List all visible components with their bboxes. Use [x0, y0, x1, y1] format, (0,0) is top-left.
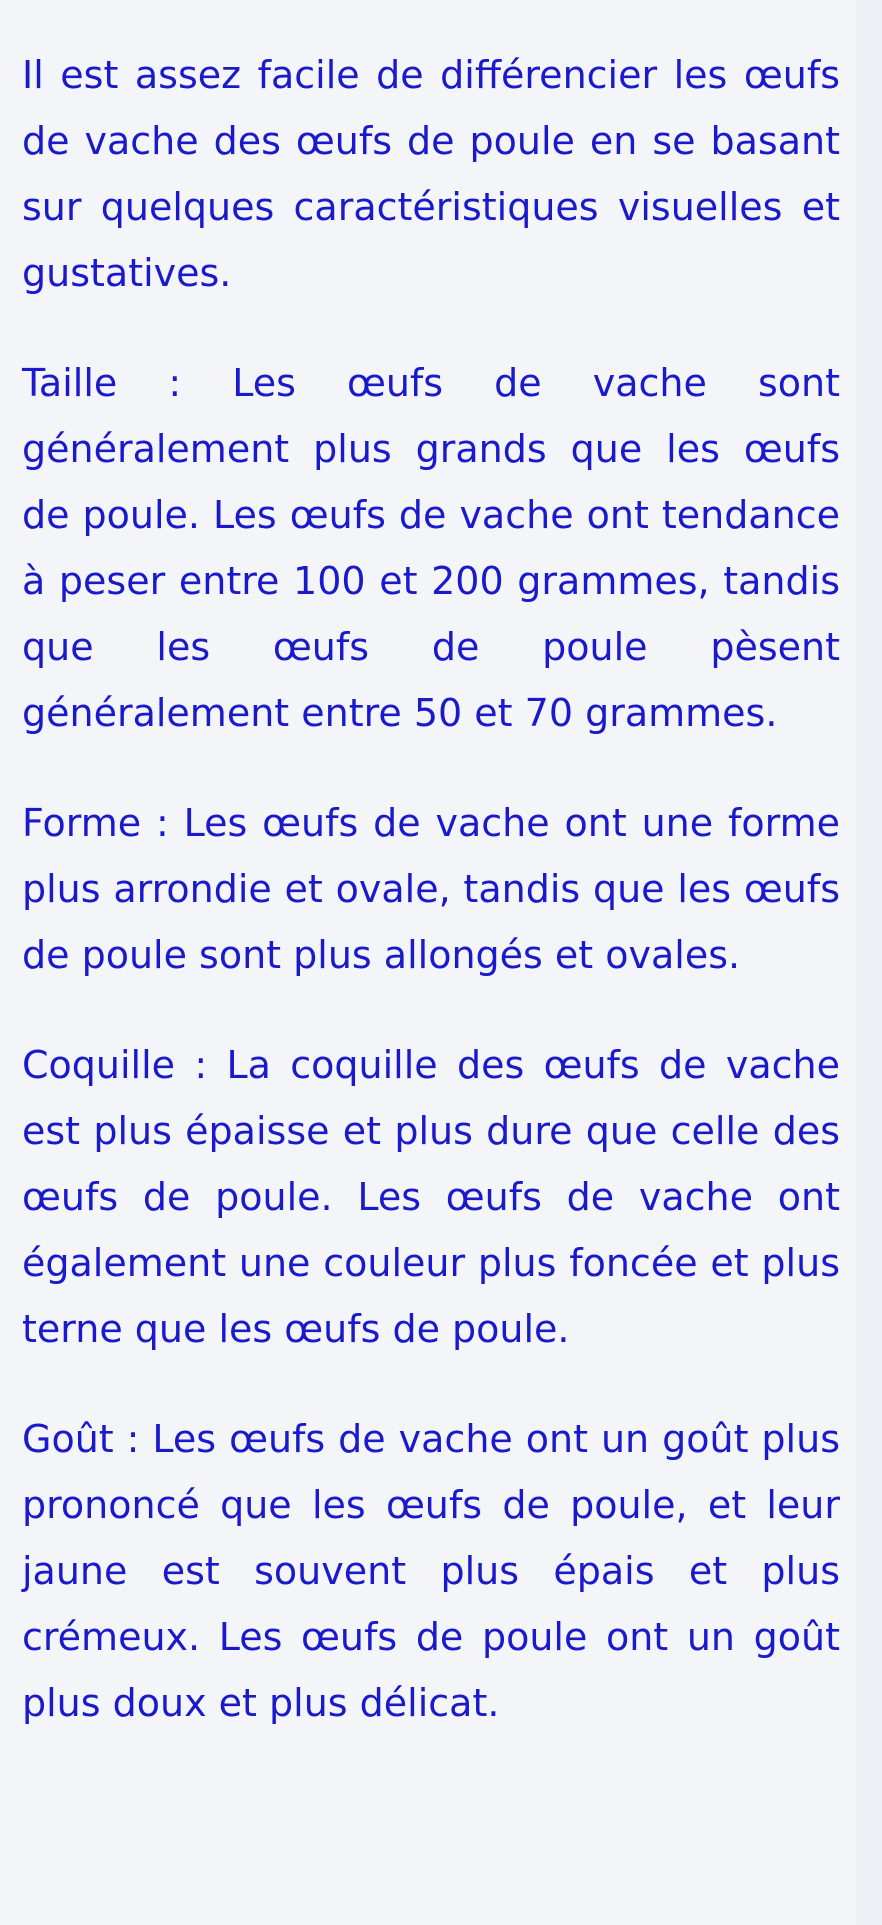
- paragraph-taille: Taille : Les œufs de vache sont généralement plus grands que les œufs de poule. Les œufs de vache ont tendance à peser entre 100 et 200 grammes, tandis que les œufs de poule pèsent généralement entre 50 et 70 grammes.: [22, 361, 840, 735]
- paragraph-coquille: Coquille : La coquille des œufs de vache est plus épaisse et plus dure que celle des œufs de poule. Les œufs de vache ont également une couleur plus foncée et plus terne que les œufs de poule.: [22, 1043, 840, 1351]
- side-strip: [856, 0, 882, 1925]
- message-body: [22, 42, 840, 1780]
- paragraph-gout: Goût : Les œufs de vache ont un goût plus prononcé que les œufs de poule, et leur jaune est souvent plus épais et plus crémeux. Les œufs de poule ont un goût plus doux et plus délicat.: [22, 1417, 840, 1725]
- paragraph-forme: Forme : Les œufs de vache ont une forme plus arrondie et ovale, tandis que les œufs de poule sont plus allongés et ovales.: [22, 801, 840, 977]
- paragraph-intro: Il est assez facile de différencier les œufs de vache des œufs de poule en se basant sur quelques caractéristiques visuelles et gustatives.: [22, 53, 840, 295]
